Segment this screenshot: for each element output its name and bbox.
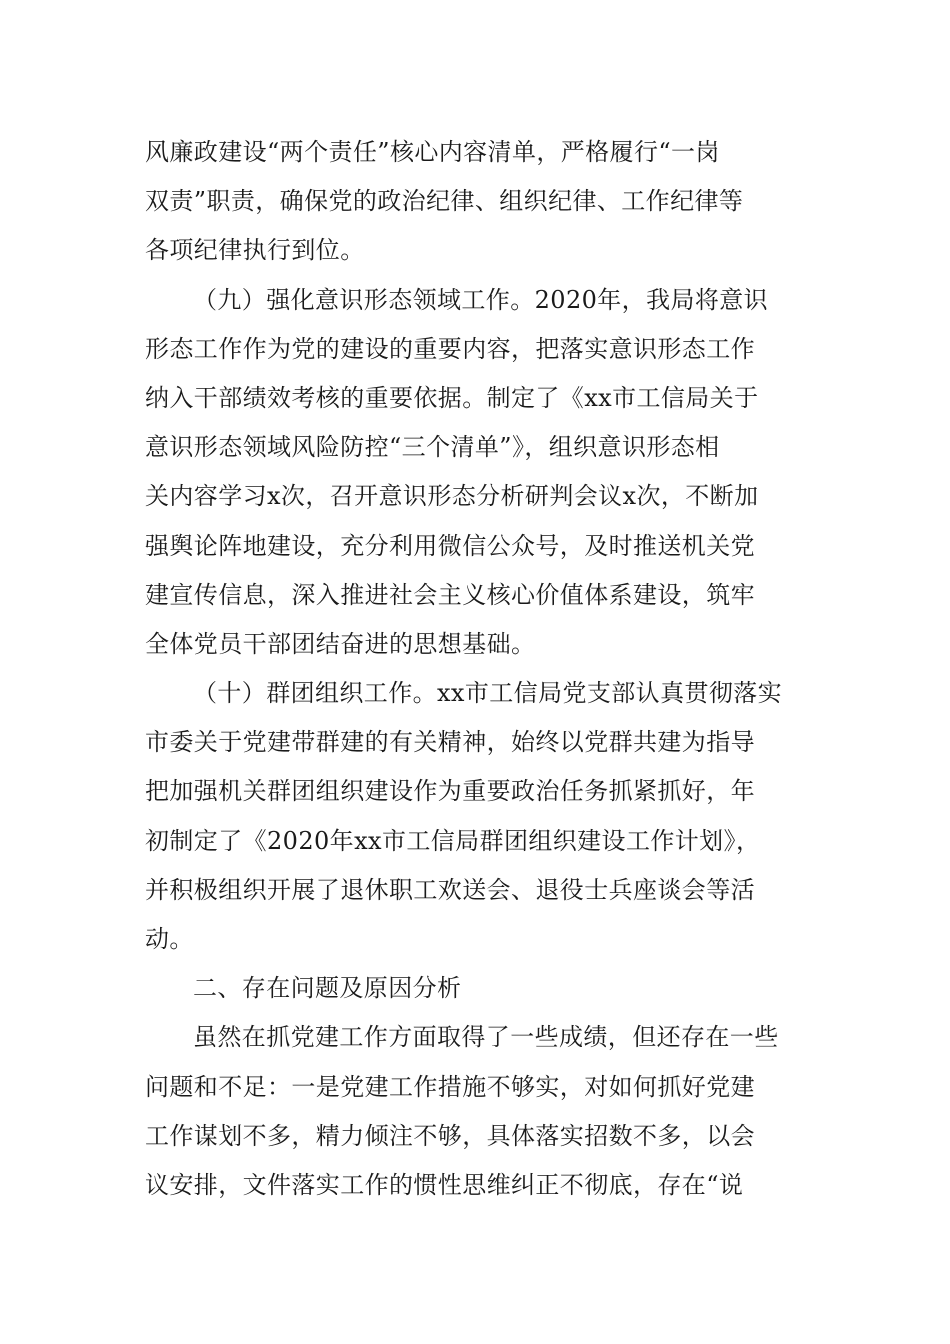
section-heading-line: （九）强化意识形态领域工作。2020年，我局将意识 [193,285,769,314]
chapter-heading-line: 二、存在问题及原因分析 [193,974,462,1003]
text-line: 工作谋划不多，精力倾注不够，具体落实招数不多，以会 [145,1121,755,1150]
text-line: 形态工作作为党的建设的重要内容，把落实意识形态工作 [145,334,755,363]
text-line: 关内容学习x次，召开意识形态分析研判会议x次，不断加 [145,482,759,511]
text-line: 风廉政建设“两个责任”核心内容清单，严格履行“一岗 [145,138,720,166]
section-heading-line: （十）群团组织工作。xx市工信局党支部认真贯彻落实 [193,679,783,708]
text-line: 并积极组织开展了退休职工欢送会、退役士兵座谈会等活 [145,875,755,904]
text-line: 双责”职责，确保党的政治纪律、组织纪律、工作纪律等 [145,187,744,216]
text-line: 意识形态领域风险防控“三个清单”》，组织意识形态相 [145,433,720,462]
text-line: 各项纪律执行到位。 [145,236,365,265]
text-line: 问题和不足：一是党建工作措施不够实，对如何抓好党建 [145,1072,755,1101]
text-line: 全体党员干部团结奋进的思想基础。 [145,629,536,658]
text-line: 初制定了《2020年xx市工信局群团组织建设工作计划》， [145,826,761,855]
text-line: 建宣传信息，深入推进社会主义核心价值体系建设，筑牢 [145,580,755,609]
text-line: 纳入干部绩效考核的重要依据。制定了《xx市工信局关于 [145,383,759,412]
text-line: 把加强机关群团组织建设作为重要政治任务抓紧抓好，年 [145,777,755,806]
text-line: 动。 [145,925,194,953]
text-line: 市委关于党建带群建的有关精神，始终以党群共建为指导 [145,728,755,757]
text-line: 议安排，文件落实工作的惯性思维纠正不彻底，存在“说 [145,1170,744,1199]
document-body [145,128,815,1210]
text-line: 虽然在抓党建工作方面取得了一些成绩，但还存在一些 [193,1023,779,1052]
text-line: 强舆论阵地建设，充分利用微信公众号，及时推送机关党 [145,531,755,560]
